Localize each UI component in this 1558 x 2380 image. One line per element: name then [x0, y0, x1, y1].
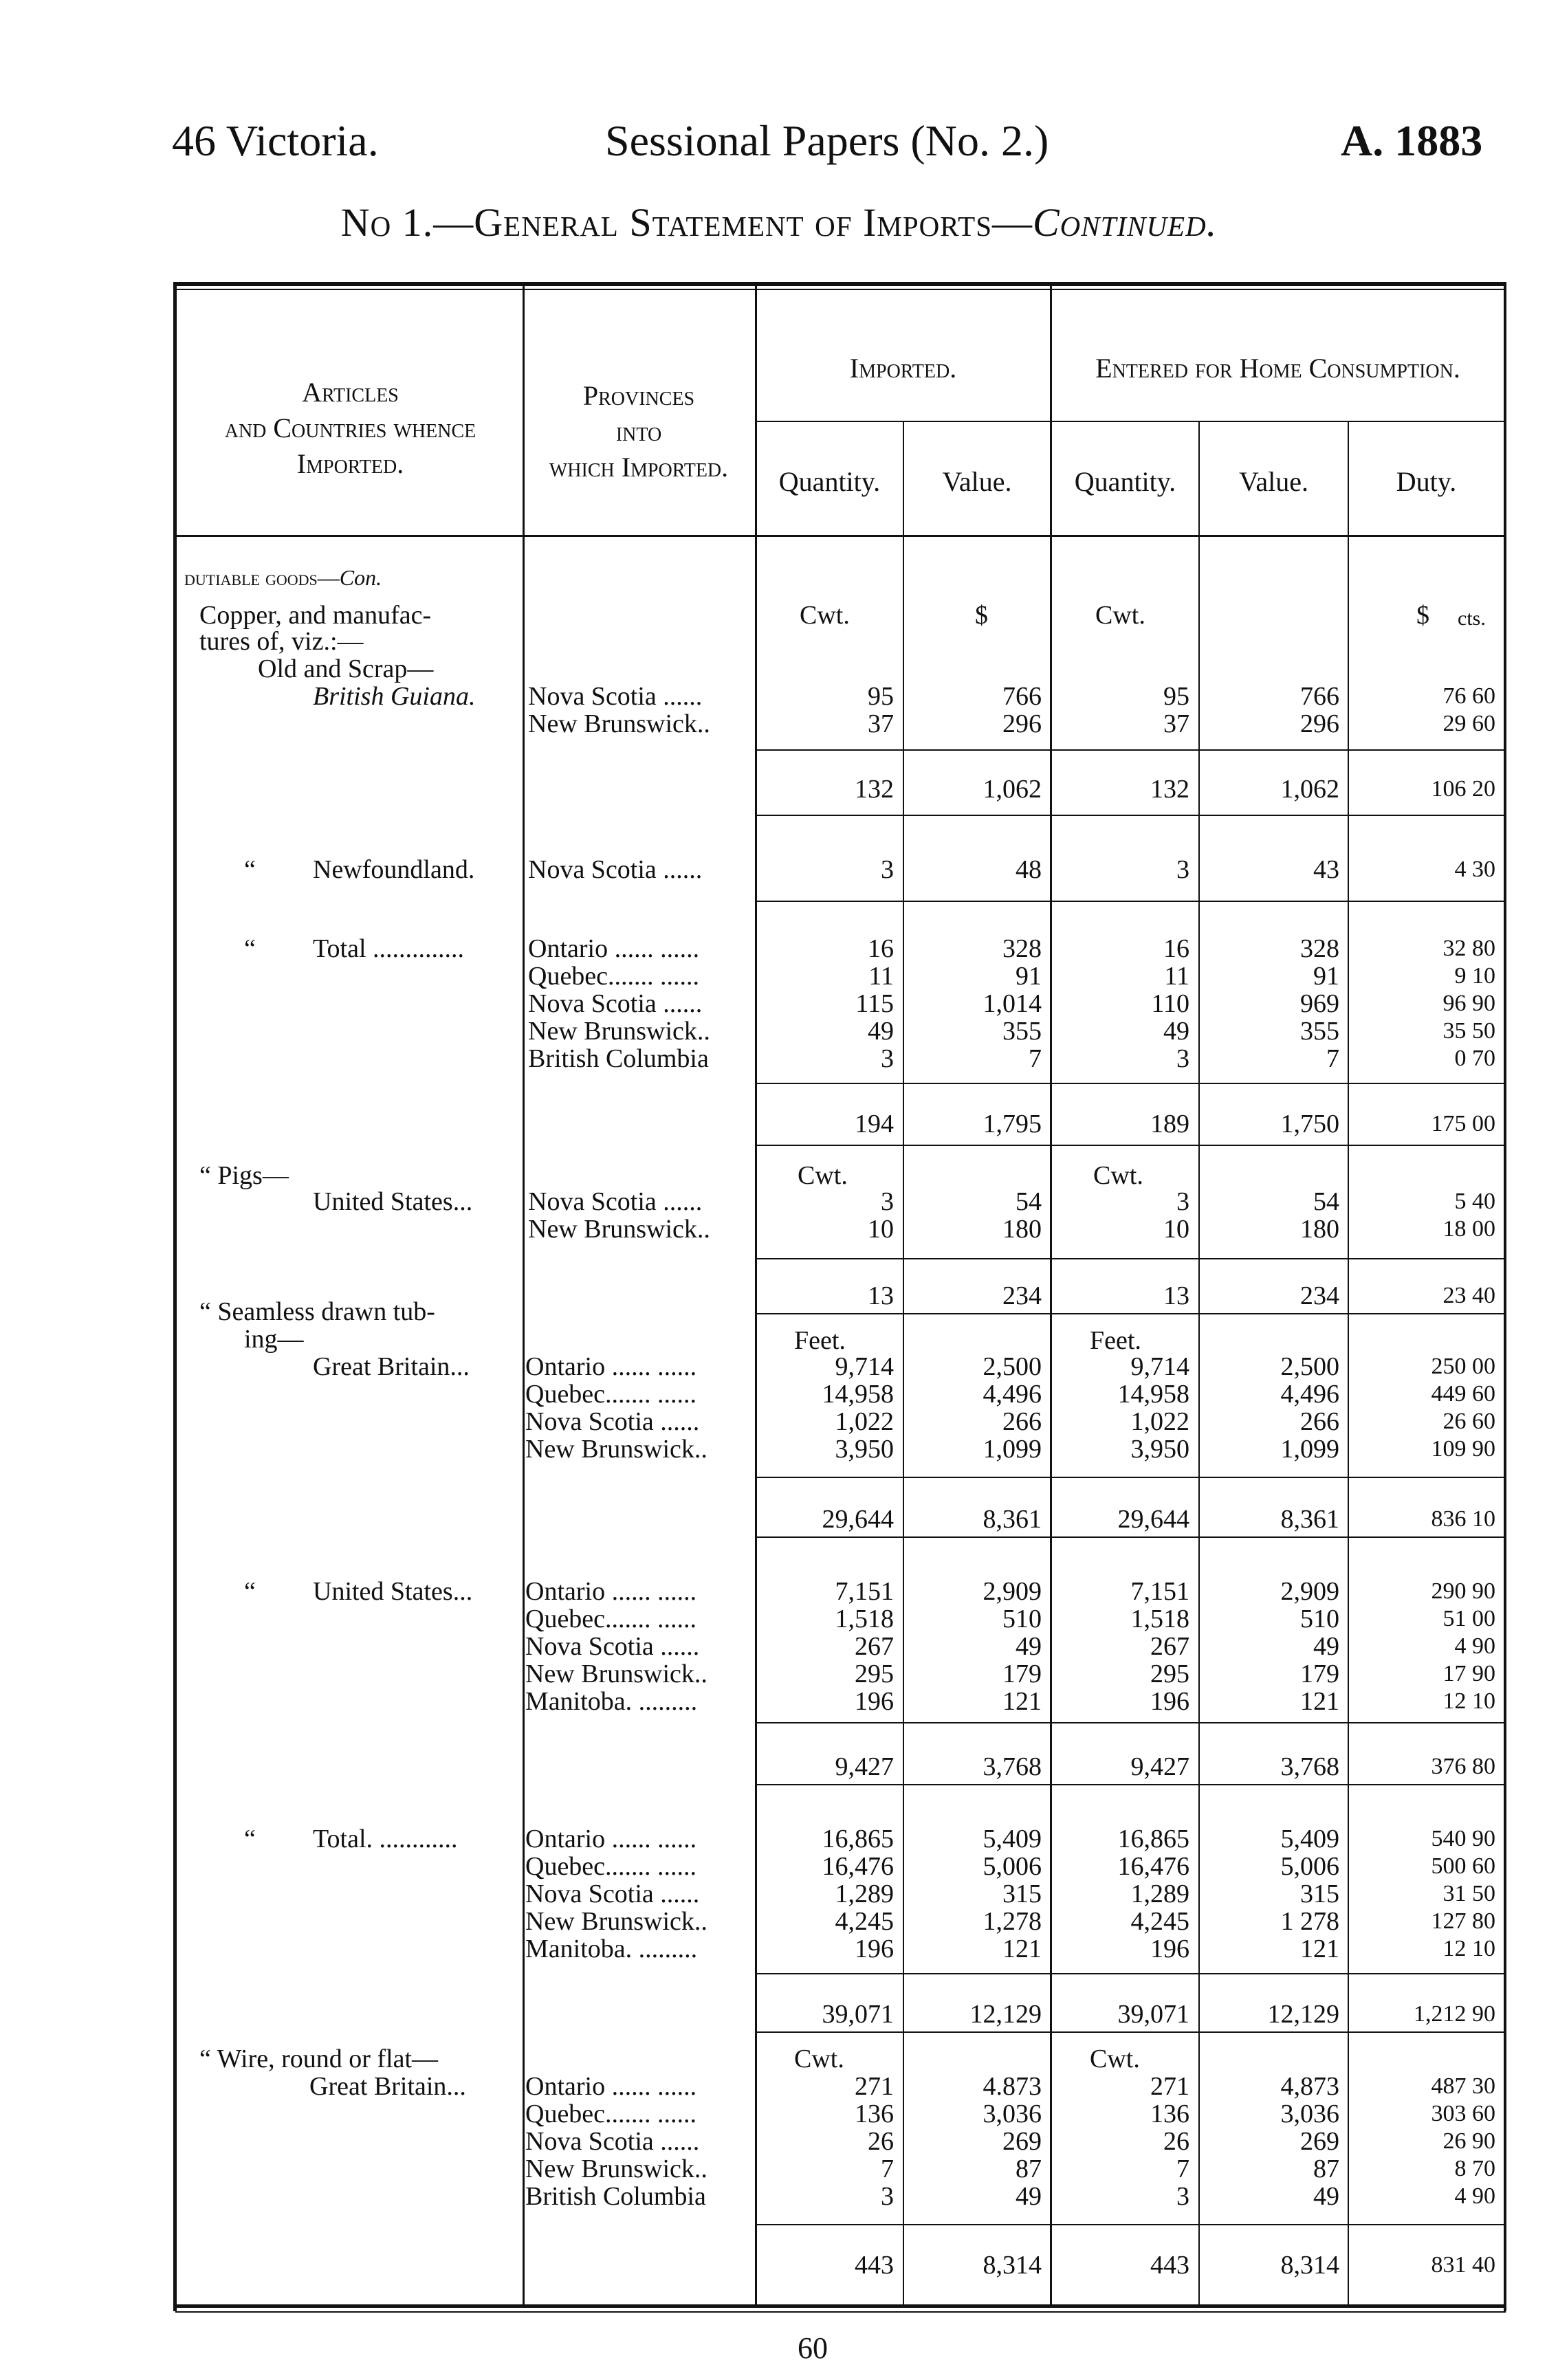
unit-dollar-imported: $	[975, 601, 988, 630]
cell-duty: 29 60	[1442, 711, 1495, 736]
cell-ve: 2,909	[1280, 1577, 1339, 1606]
country-us-pigs: United States...	[313, 1187, 473, 1216]
cell-qe: 39,071	[1117, 2000, 1189, 2029]
cell-vi: 8,314	[983, 2251, 1042, 2280]
cell-ve: 8,314	[1280, 2251, 1339, 2280]
cell-vi: 87	[1016, 2155, 1042, 2183]
col-header-value-imported: Value.	[942, 466, 1012, 497]
cell-duty: 290 90	[1431, 1578, 1495, 1604]
cell-qi: 136	[855, 2100, 894, 2128]
cell-duty: 32 80	[1442, 936, 1495, 961]
table-title-main: No 1.—General Statement of Imports—	[340, 200, 1033, 245]
cell-ve: 1,750	[1280, 1110, 1339, 1138]
cell-ve: 49	[1313, 1632, 1339, 1661]
cell-qi: 37	[868, 709, 894, 738]
table-top-rule	[175, 282, 1506, 286]
cell-qi: 295	[855, 1660, 894, 1688]
cell-duty: 17 90	[1442, 1661, 1495, 1686]
col-header-provinces-line1: Provinces	[582, 380, 695, 411]
province-label: Ontario ...... ......	[525, 1352, 697, 1381]
cell-ve: 7	[1326, 1044, 1339, 1073]
province-label: Nova Scotia ......	[525, 1407, 700, 1436]
cell-vi: 12,129	[969, 2000, 1042, 2029]
cell-vi: 1,014	[983, 989, 1042, 1018]
subtotal-rule	[756, 1258, 1504, 1259]
cell-qe: 16	[1163, 934, 1189, 963]
subtotal-rule	[756, 2224, 1504, 2225]
province-label: Quebec....... ......	[525, 1605, 697, 1633]
table-bottom-rule	[175, 2304, 1506, 2308]
cell-qi: 9,427	[835, 1752, 894, 1781]
province-label: Quebec....... ......	[525, 1852, 697, 1881]
cell-vi: 180	[1002, 1215, 1042, 1244]
cell-duty: 4 90	[1454, 1633, 1495, 1659]
province-label: New Brunswick..	[528, 709, 710, 738]
country-us-tubing: United States...	[313, 1577, 473, 1606]
cell-qe: 189	[1150, 1110, 1189, 1138]
cell-vi: 121	[1002, 1935, 1042, 1963]
ditto-mark-3: “	[244, 1577, 256, 1606]
cell-vi: 766	[1002, 682, 1042, 711]
cell-ve: 269	[1300, 2127, 1339, 2156]
cell-qe: 271	[1150, 2072, 1189, 2101]
col-header-qty-imported: Quantity.	[778, 466, 881, 497]
province-label: Ontario ...... ......	[525, 1577, 697, 1606]
cell-qi: 196	[855, 1687, 894, 1716]
province-label: Manitoba. .........	[525, 1935, 698, 1963]
cell-ve: 4,496	[1280, 1380, 1339, 1409]
cell-vi: 1,278	[983, 1907, 1042, 1936]
cell-qe: 295	[1150, 1660, 1189, 1688]
cell-qi: 194	[855, 1110, 894, 1138]
cell-qi: 16	[868, 934, 894, 963]
table-right-border	[1504, 282, 1506, 2311]
cell-ve: 355	[1300, 1017, 1339, 1046]
cell-duty: 26 60	[1442, 1409, 1495, 1434]
cell-qi: 95	[868, 682, 894, 711]
cell-duty: 540 90	[1431, 1826, 1495, 1851]
cell-vi: 54	[1016, 1187, 1042, 1216]
cell-vi: 5,006	[983, 1852, 1042, 1881]
article-pigs: “ Pigs—	[199, 1161, 289, 1190]
cell-qi: 10	[868, 1215, 894, 1244]
cell-vi: 7	[1029, 1044, 1042, 1073]
subtotal-rule	[756, 1477, 1504, 1478]
unit-cwt-imported-3: Cwt.	[794, 2045, 844, 2073]
cell-qi: 3,950	[835, 1435, 894, 1464]
col-header-articles-line2: and Countries whence	[224, 412, 476, 443]
province-label: Nova Scotia ......	[528, 1187, 703, 1216]
cell-qe: 49	[1163, 1017, 1189, 1046]
cell-vi: 179	[1002, 1660, 1042, 1688]
cell-qe: 14,958	[1117, 1380, 1189, 1409]
cell-vi: 266	[1002, 1407, 1042, 1436]
cell-qe: 13	[1163, 1281, 1189, 1310]
subtotal-rule	[756, 1784, 1504, 1785]
cell-duty: 500 60	[1431, 1853, 1495, 1879]
cell-duty: 9 10	[1454, 963, 1495, 989]
country-british-guiana: British Guiana.	[313, 682, 476, 711]
cell-ve: 510	[1300, 1605, 1339, 1633]
col-header-provinces-line2: into	[615, 416, 662, 447]
cell-qi: 267	[855, 1632, 894, 1661]
page-number: 60	[798, 2331, 828, 2365]
cell-qe: 7,151	[1130, 1577, 1189, 1606]
cell-qe: 9,714	[1130, 1352, 1189, 1381]
col-header-provinces	[524, 378, 754, 485]
province-label: Nova Scotia ......	[528, 989, 703, 1018]
cell-qi: 26	[868, 2127, 894, 2156]
province-label: Ontario ...... ......	[525, 2072, 697, 2101]
cell-qi: 1,022	[835, 1407, 894, 1436]
cell-vi: 2,909	[983, 1577, 1042, 1606]
imported-subdivider	[756, 421, 1506, 422]
article-copper-line2: tures of, viz.:—	[199, 627, 364, 656]
cell-ve: 54	[1313, 1187, 1339, 1216]
cell-qi: 3	[881, 1044, 894, 1073]
cell-qi: 132	[855, 775, 894, 804]
cell-qe: 1,518	[1130, 1605, 1189, 1633]
cell-ve: 121	[1300, 1935, 1339, 1963]
cell-qe: 110	[1151, 989, 1189, 1018]
cell-ve: 315	[1300, 1880, 1339, 1908]
col-header-articles-line1: Articles	[302, 377, 399, 408]
province-label: New Brunswick..	[525, 1435, 707, 1464]
subtotal-rule	[756, 815, 1504, 816]
subtotal-rule	[756, 1973, 1504, 1974]
unit-cwt-entered-2: Cwt.	[1093, 1161, 1143, 1190]
cell-duty: 23 40	[1442, 1283, 1495, 1308]
cell-qe: 26	[1163, 2127, 1189, 2156]
col-header-qty-entered: Quantity.	[1074, 466, 1176, 497]
cell-ve: 1,099	[1280, 1435, 1339, 1464]
section-heading	[184, 564, 382, 591]
cell-duty: 376 80	[1431, 1754, 1495, 1779]
province-label: New Brunswick..	[525, 1907, 707, 1936]
subtotal-rule	[756, 1083, 1504, 1084]
cell-vi: 8,361	[983, 1505, 1042, 1534]
cell-vi: 49	[1016, 1632, 1042, 1661]
cell-ve: 5,409	[1280, 1825, 1339, 1853]
cell-ve: 3,768	[1280, 1752, 1339, 1781]
cell-ve: 1,062	[1280, 775, 1339, 804]
cell-vi: 1,795	[983, 1110, 1042, 1138]
cell-duty: 12 10	[1442, 1688, 1495, 1714]
cell-qe: 16,476	[1117, 1852, 1189, 1881]
cell-qe: 95	[1163, 682, 1189, 711]
cell-vi: 234	[1002, 1281, 1042, 1310]
cell-duty: 4 30	[1454, 857, 1495, 882]
cell-duty: 12 10	[1442, 1936, 1495, 1961]
article-total-2: Total. ............	[313, 1825, 458, 1853]
province-label: Nova Scotia ......	[525, 1632, 700, 1661]
cell-qi: 29,644	[822, 1505, 894, 1534]
cell-duty: 175 00	[1431, 1111, 1495, 1136]
province-label: Nova Scotia ......	[528, 855, 703, 884]
cell-qe: 3	[1176, 1044, 1189, 1073]
section-heading-label: dutiable goods—	[184, 565, 340, 590]
article-seamless-line2: ing—	[244, 1325, 304, 1354]
country-great-britain-1: Great Britain...	[313, 1352, 470, 1381]
province-label: Quebec....... ......	[525, 1380, 697, 1409]
cell-duty: 1,212 90	[1414, 2001, 1495, 2027]
cell-vi: 328	[1002, 934, 1042, 963]
subtotal-rule	[756, 2031, 1504, 2033]
cell-qi: 13	[868, 1281, 894, 1310]
province-label: Nova Scotia ......	[525, 1880, 700, 1908]
table-title	[0, 199, 1558, 245]
cell-qe: 267	[1150, 1632, 1189, 1661]
province-label: New Brunswick..	[528, 1017, 710, 1046]
cell-ve: 49	[1313, 2182, 1339, 2211]
cell-vi: 1,062	[983, 775, 1042, 804]
cell-qi: 3	[881, 855, 894, 884]
page-header-center: Sessional Papers (No. 2.)	[605, 116, 1049, 165]
cell-qi: 4,245	[835, 1907, 894, 1936]
cell-ve: 1 278	[1280, 1907, 1339, 1936]
cell-ve: 87	[1313, 2155, 1339, 2183]
subtotal-rule	[756, 749, 1504, 751]
province-label: Quebec....... ......	[528, 962, 700, 991]
cell-qi: 1,518	[835, 1605, 894, 1633]
cell-duty: 0 70	[1454, 1046, 1495, 1071]
cell-qi: 3	[881, 1187, 894, 1216]
cell-ve: 234	[1300, 1281, 1339, 1310]
cell-duty: 51 00	[1442, 1606, 1495, 1631]
cell-qe: 37	[1163, 709, 1189, 738]
cell-qe: 29,644	[1117, 1505, 1189, 1534]
col-rule-value-entered	[1348, 422, 1349, 2304]
col-header-provinces-line3: which Imported.	[549, 452, 729, 483]
cell-qe: 3,950	[1130, 1435, 1189, 1464]
cell-duty: 31 50	[1442, 1881, 1495, 1906]
cell-qi: 7	[881, 2155, 894, 2183]
article-wire: “ Wire, round or flat—	[199, 2045, 439, 2073]
cell-qe: 196	[1150, 1935, 1189, 1963]
cell-vi: 4,496	[983, 1380, 1042, 1409]
col-header-articles-line3: Imported.	[296, 448, 404, 479]
cell-duty: 18 00	[1442, 1216, 1495, 1242]
cell-vi: 5,409	[983, 1825, 1042, 1853]
header-divider	[175, 535, 1506, 537]
table-left-border	[173, 282, 177, 2311]
cell-vi: 510	[1002, 1605, 1042, 1633]
province-label: New Brunswick..	[525, 1660, 707, 1688]
subtotal-rule	[756, 1313, 1504, 1314]
col-rule-imported	[1050, 286, 1052, 2304]
cell-vi: 355	[1002, 1017, 1042, 1046]
cell-ve: 180	[1300, 1215, 1339, 1244]
col-rule-qty-entered	[1198, 422, 1200, 2304]
cell-ve: 4,873	[1280, 2072, 1339, 2101]
cell-qe: 3	[1176, 855, 1189, 884]
cell-duty: 4 90	[1454, 2183, 1495, 2209]
cell-qi: 3	[881, 2182, 894, 2211]
cell-vi: 49	[1016, 2182, 1042, 2211]
cell-qi: 271	[855, 2072, 894, 2101]
country-newfoundland: Newfoundland.	[313, 855, 475, 884]
article-total-1: Total ..............	[313, 934, 465, 963]
cell-vi: 269	[1002, 2127, 1042, 2156]
cell-duty: 76 60	[1442, 683, 1495, 709]
unit-cwt-entered: Cwt.	[1095, 601, 1145, 630]
cell-duty: 449 60	[1431, 1381, 1495, 1407]
cell-ve: 12,129	[1267, 2000, 1339, 2029]
cell-ve: 5,006	[1280, 1852, 1339, 1881]
page-header-left: 46 Victoria.	[172, 116, 379, 165]
cell-ve: 969	[1300, 989, 1339, 1018]
cell-vi: 296	[1002, 709, 1042, 738]
col-header-entered: Entered for Home Consumption.	[1095, 353, 1460, 384]
unit-cwt-imported: Cwt.	[800, 601, 850, 630]
cell-qi: 14,958	[822, 1380, 894, 1409]
cell-ve: 91	[1313, 962, 1339, 991]
unit-cents-duty: cts.	[1458, 607, 1486, 630]
cell-qi: 39,071	[822, 2000, 894, 2029]
col-header-duty: Duty.	[1396, 466, 1457, 497]
cell-ve: 43	[1313, 855, 1339, 884]
cell-qe: 11	[1164, 962, 1189, 991]
cell-qe: 3	[1176, 2182, 1189, 2211]
cell-qe: 3	[1176, 1187, 1189, 1216]
cell-ve: 3,036	[1280, 2100, 1339, 2128]
subtotal-rule	[756, 1722, 1504, 1723]
cell-qi: 49	[868, 1017, 894, 1046]
cell-ve: 8,361	[1280, 1505, 1339, 1534]
cell-qi: 16,865	[822, 1825, 894, 1853]
article-old-scrap: Old and Scrap—	[258, 654, 434, 683]
col-header-imported: Imported.	[849, 353, 957, 384]
cell-duty: 109 90	[1431, 1436, 1495, 1462]
cell-vi: 1,099	[983, 1435, 1042, 1464]
cell-qi: 16,476	[822, 1852, 894, 1881]
col-rule-articles	[523, 286, 525, 2304]
article-copper-line1: Copper, and manufac-	[199, 601, 432, 630]
page-header-right: A. 1883	[1341, 116, 1483, 165]
cell-qi: 9,714	[835, 1352, 894, 1381]
cell-duty: 5 40	[1454, 1189, 1495, 1214]
cell-duty: 250 00	[1431, 1354, 1495, 1379]
country-great-britain-2: Great Britain...	[309, 2072, 466, 2101]
cell-vi: 48	[1016, 855, 1042, 884]
cell-vi: 3,768	[983, 1752, 1042, 1781]
province-label: New Brunswick..	[528, 1215, 710, 1244]
article-seamless-line1: “ Seamless drawn tub-	[199, 1297, 435, 1326]
cell-duty: 831 40	[1431, 2252, 1495, 2278]
cell-qe: 132	[1150, 775, 1189, 804]
cell-qe: 196	[1150, 1687, 1189, 1716]
ditto-mark-2: “	[244, 934, 256, 963]
subtotal-rule	[756, 1145, 1504, 1146]
col-rule-qty-imported	[903, 422, 904, 2304]
cell-qe: 7	[1176, 2155, 1189, 2183]
cell-qe: 1,289	[1130, 1880, 1189, 1908]
ditto-mark-1: “	[244, 855, 256, 884]
cell-qi: 443	[855, 2251, 894, 2280]
table-bottom-rule-thin	[175, 2311, 1506, 2313]
subtotal-rule	[756, 1536, 1504, 1538]
cell-ve: 121	[1300, 1687, 1339, 1716]
province-label: New Brunswick..	[525, 2155, 707, 2183]
cell-qi: 115	[855, 989, 894, 1018]
cell-ve: 296	[1300, 709, 1339, 738]
cell-qi: 196	[855, 1935, 894, 1963]
cell-qe: 10	[1163, 1215, 1189, 1244]
cell-ve: 766	[1300, 682, 1339, 711]
cell-qe: 136	[1150, 2100, 1189, 2128]
col-rule-provinces	[755, 286, 757, 2304]
cell-vi: 2,500	[983, 1352, 1042, 1381]
cell-vi: 91	[1016, 962, 1042, 991]
unit-feet-imported: Feet.	[794, 1326, 846, 1355]
province-label: Nova Scotia ......	[525, 2127, 700, 2156]
province-label: Manitoba. .........	[525, 1687, 698, 1716]
cell-qe: 9,427	[1130, 1752, 1189, 1781]
table-title-continued: Continued.	[1033, 200, 1218, 245]
cell-ve: 2,500	[1280, 1352, 1339, 1381]
cell-duty: 836 10	[1431, 1506, 1495, 1532]
cell-ve: 179	[1300, 1660, 1339, 1688]
cell-vi: 3,036	[983, 2100, 1042, 2128]
cell-qe: 1,022	[1130, 1407, 1189, 1436]
unit-cwt-entered-3: Cwt.	[1090, 2045, 1140, 2073]
cell-qi: 7,151	[835, 1577, 894, 1606]
unit-dollar-duty: $	[1416, 601, 1429, 630]
table-top-rule-thin	[175, 289, 1506, 290]
col-header-value-entered: Value.	[1238, 466, 1309, 497]
cell-duty: 106 20	[1431, 776, 1495, 802]
section-heading-con: Con.	[339, 565, 382, 590]
province-label: British Columbia	[525, 2182, 706, 2211]
cell-ve: 328	[1300, 934, 1339, 963]
cell-qe: 16,865	[1117, 1825, 1189, 1853]
unit-cwt-imported-2: Cwt.	[798, 1161, 848, 1190]
cell-duty: 487 30	[1431, 2073, 1495, 2099]
cell-qe: 443	[1150, 2251, 1189, 2280]
cell-duty: 8 70	[1454, 2156, 1495, 2181]
cell-ve: 266	[1300, 1407, 1339, 1436]
cell-qe: 4,245	[1130, 1907, 1189, 1936]
cell-vi: 121	[1002, 1687, 1042, 1716]
cell-duty: 35 50	[1442, 1018, 1495, 1044]
province-label: Ontario ...... ......	[525, 1825, 697, 1853]
province-label: Quebec....... ......	[525, 2100, 697, 2128]
province-label: British Columbia	[528, 1044, 709, 1073]
cell-duty: 96 90	[1442, 991, 1495, 1016]
province-label: Ontario ...... ......	[528, 934, 700, 963]
cell-vi: 315	[1002, 1880, 1042, 1908]
cell-duty: 127 80	[1431, 1908, 1495, 1934]
cell-duty: 26 90	[1442, 2128, 1495, 2154]
cell-qi: 11	[868, 962, 894, 991]
cell-qi: 1,289	[835, 1880, 894, 1908]
cell-duty: 303 60	[1431, 2101, 1495, 2126]
cell-vi: 4.873	[983, 2072, 1042, 2101]
col-header-articles	[180, 375, 520, 482]
province-label: Nova Scotia ......	[528, 682, 703, 711]
subtotal-rule	[756, 901, 1504, 902]
ditto-mark-4: “	[244, 1825, 256, 1853]
unit-feet-entered: Feet.	[1090, 1326, 1141, 1355]
